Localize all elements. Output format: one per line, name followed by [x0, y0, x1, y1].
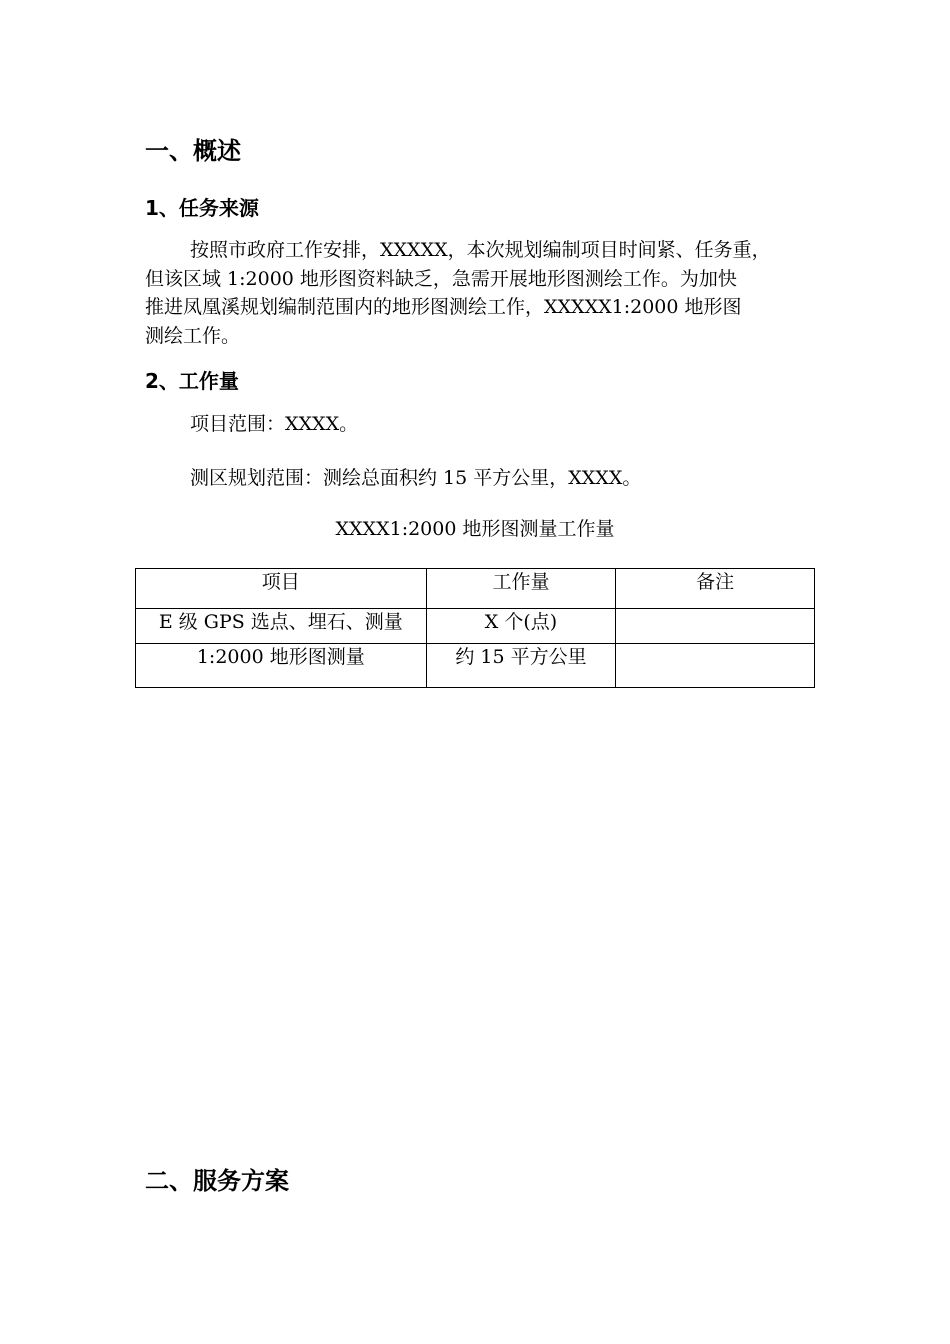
section-title-overview: 一、概述	[145, 137, 241, 165]
table-row	[136, 609, 815, 644]
table-cell	[616, 609, 815, 644]
survey-scope-text: 测区规划范围：测绘总面积约 15 平方公里，XXXX。	[190, 467, 642, 489]
table-header-cell: 备注	[616, 569, 815, 609]
workload-table	[135, 568, 815, 688]
table-cell: 约 15 平方公里	[426, 644, 616, 688]
section-title-service-plan: 二、服务方案	[145, 1167, 289, 1195]
table-header-row	[136, 569, 815, 609]
subsection-title-workload: 2、工作量	[145, 369, 239, 393]
table-caption: XXXX1:2000 地形图测量工作量	[335, 518, 615, 540]
table-cell: E 级 GPS 选点、埋石、测量	[136, 609, 427, 644]
table-cell: 1:2000 地形图测量	[136, 644, 427, 688]
table-cell: X 个(点)	[426, 609, 616, 644]
paragraph-line: 按照市政府工作安排，XXXXX，本次规划编制项目时间紧、任务重，	[190, 239, 771, 261]
table-cell	[616, 644, 815, 688]
table-header-cell: 项目	[136, 569, 427, 609]
subsection-title-task-source: 1、任务来源	[145, 196, 259, 220]
task-source-paragraph	[145, 236, 813, 350]
paragraph-line: 但该区域 1:2000 地形图资料缺乏，急需开展地形图测绘工作。为加快	[145, 267, 737, 290]
table-header-cell: 工作量	[426, 569, 616, 609]
paragraph-line: 测绘工作。	[145, 324, 241, 347]
table-row	[136, 644, 815, 688]
paragraph-line: 推进凤凰溪规划编制范围内的地形图测绘工作，XXXXX1:2000 地形图	[145, 296, 742, 318]
project-scope-text: 项目范围：XXXX。	[190, 413, 359, 435]
